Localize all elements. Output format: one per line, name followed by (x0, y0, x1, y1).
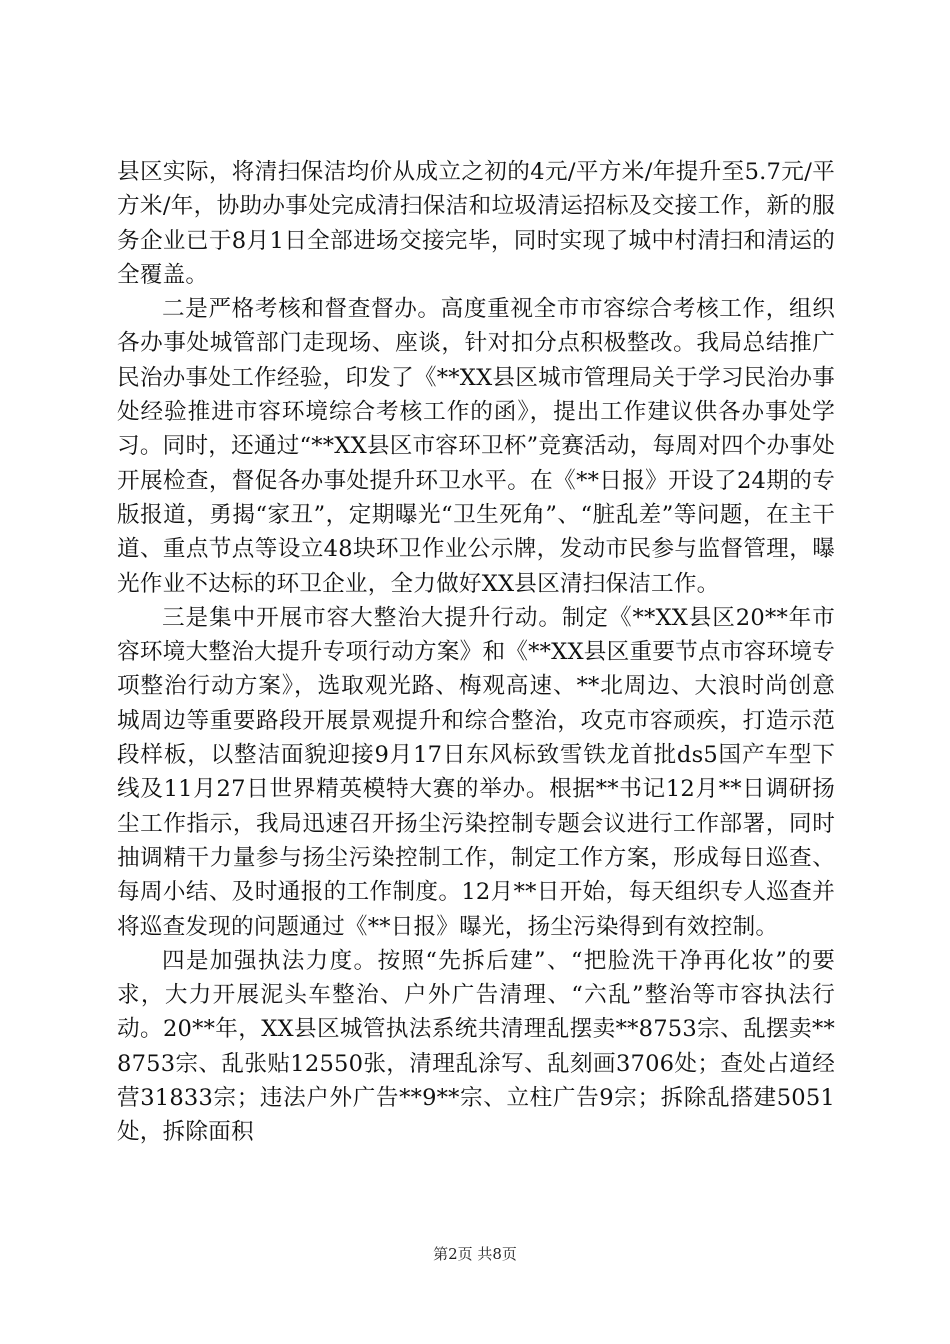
page-footer: 第2页 共8页 (433, 1245, 517, 1263)
paragraph-continuation: 县区实际，将清扫保洁均价从成立之初的4元/平方米/年提升至5.7元/平方米/年，协助办事处完成清扫保洁和垃圾清运招标及交接工作，新的服务企业已于8月1日全部进场交接完毕，同时实现了城中村清扫和清运的全覆盖。 (117, 159, 835, 288)
document-body (117, 155, 835, 1150)
paragraph-assessment: 二是严格考核和督查督办。高度重视全市市容综合考核工作，组织各办事处城管部门走现场、座谈，针对扣分点积极整改。我局总结推广民治办事处工作经验，印发了《**XX县区城市管理局关于学习民治办事处经验推进市容环境综合考核工作的函》，提出工作建议供各办事处学习。同时，还通过“**XX县区市容环卫杯”竞赛活动，每周对四个办事处开展检查，督促各办事处提升环卫水平。在《**日报》开设了24期的专版报道，勇揭“家丑”，定期曝光“卫生死角”、“脏乱差”等问题，在主干道、重点节点等设立48块环卫作业公示牌，发动市民参与监督管理，曝光作业不达标的环卫企业，全力做好XX县区清扫保洁工作。 (117, 296, 835, 597)
paragraph-rectification: 三是集中开展市容大整治大提升行动。制定《**XX县区20**年市容环境大整治大提升专项行动方案》和《**XX县区重要节点市容环境专项整治行动方案》，选取观光路、梅观高速、**北周边、大浪时尚创意城周边等重要路段开展景观提升和综合整治，攻克市容顽疾，打造示范段样板，以整洁面貌迎接9月17日东风标致雪铁龙首批ds5国产车型下线及11月27日世界精英模特大赛的举办。根据**书记12月**日调研扬尘工作指示，我局迅速召开扬尘污染控制专题会议进行工作部署，同时抽调精干力量参与扬尘污染控制工作，制定工作方案，形成每日巡查、每周小结、及时通报的工作制度。12月**日开始，每天组织专人巡查并将巡查发现的问题通过《**日报》曝光，扬尘污染得到有效控制。 (117, 604, 835, 940)
paragraph-enforcement: 四是加强执法力度。按照“先拆后建”、“把脸洗干净再化妆”的要求，大力开展泥头车整治、户外广告清理、“六乱”整治等市容执法行动。20**年，XX县区城管执法系统共清理乱摆卖**8753宗、乱摆卖**8753宗、乱张贴12550张，清理乱涂写、乱刻画3706处；查处占道经营31833宗；违法户外广告**9**宗、立柱广告9宗；拆除乱搭建5051处，拆除面积 (117, 947, 835, 1146)
